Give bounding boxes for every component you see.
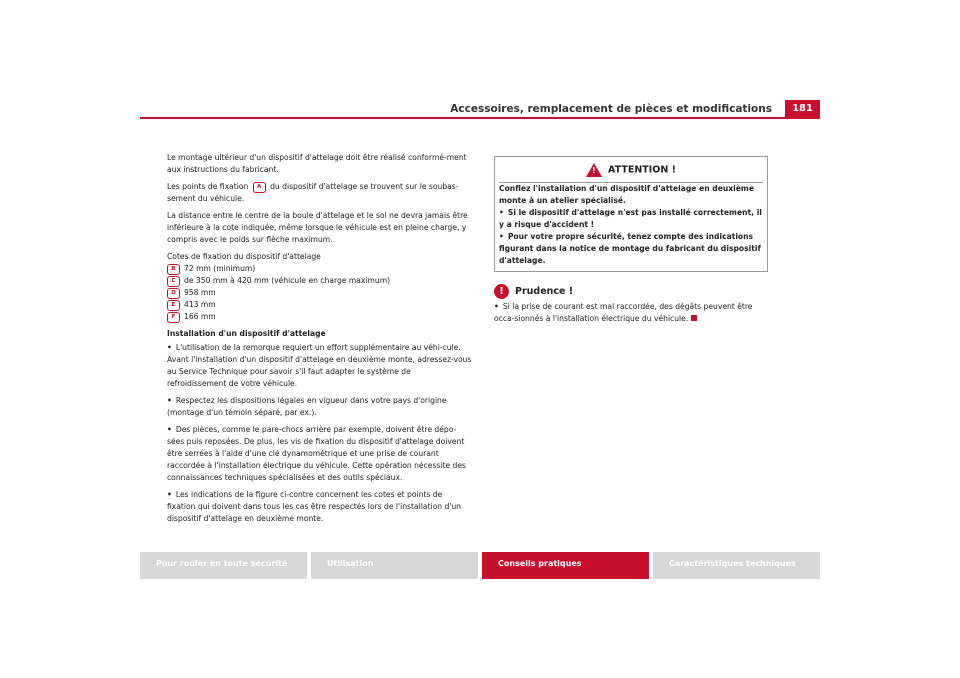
tab-safety[interactable]: Pour rouler en toute sécurité [140, 552, 307, 579]
bullet-icon: • [494, 302, 499, 311]
caution-text [494, 301, 768, 325]
bullet-text: Des pièces, comme le pare-chocs arrière par exemple, doivent être dépo-sées puis reposées. De plus, les vis de fixation du dispositif d'attelage doivent être serrées à l'aide d'une clé dynamométrique et une prise de courant raccordée à l'installation électrique du véhicule. Cette opération nécessite des connaissances techniques spécialisées et des outils spéciaux. [167, 425, 466, 482]
paragraph-distance: La distance entre le centre de la boule d'attelage et le sol ne devra jamais être inférieure à la cote indiquée, même lorsque le véhicule est en pleine charge, y compris avec le poids sur flèche maximum. [167, 211, 468, 244]
tab-technical-specs[interactable]: Caractéristiques techniques [653, 552, 820, 579]
warning-bullet [499, 207, 763, 231]
bullet-text: Respectez les dispositions légales en vigueur dans votre pays d'origine (montage d'un témoin séparé, par ex.). [167, 396, 447, 417]
warning-bullet-text: Si le dispositif d'attelage n'est pas installé correctement, il y a risque d'accident ! [499, 208, 762, 229]
tab-usage[interactable]: Utilisation [311, 552, 478, 579]
callout-tag: D [167, 288, 180, 299]
page-number: 181 [785, 100, 820, 117]
bullet-icon: • [167, 396, 172, 405]
bullet-icon: • [167, 490, 172, 499]
paragraph-fixation [167, 181, 472, 205]
warning-intro: Confiez l'installation d'un dispositif d'attelage en deuxième monte à un atelier spécialisé. [499, 184, 754, 205]
bullet-item [167, 489, 472, 525]
bullet-text: Les indications de la figure ci-contre concernent les cotes et points de fixation qui doivent dans tous les cas être respectés lors de l'installation d'un dispositif d'attelage en deuxième monte. [167, 490, 461, 523]
paragraph-intro: Le montage ultérieur d'un dispositif d'attelage doit être réalisé conformé-ment aux instructions du fabricant. [167, 153, 467, 174]
right-column [494, 156, 768, 325]
spec-item [167, 275, 472, 287]
callout-tag: B [167, 264, 180, 275]
tab-practical-advice[interactable]: Conseils pratiques [482, 552, 649, 579]
fixation-text-after: du dispositif d'attelage se trouvent sur le soubas-sement du véhicule. [167, 182, 459, 203]
caution-title-text: Prudence ! [515, 286, 574, 297]
end-mark-icon [691, 315, 697, 321]
callout-tag: C [167, 276, 180, 287]
caution-text-body: Si la prise de courant est mal raccordée, des dégâts peuvent être occa-sionnés à l'installation électrique du véhicule. [494, 302, 753, 323]
warning-title [499, 163, 763, 177]
spec-item [167, 299, 472, 311]
bullet-icon: • [499, 208, 504, 217]
callout-tag: E [167, 300, 180, 311]
warning-bullet-text: Pour votre propre sécurité, tenez compte des indications figurant dans la notice de montage du fabricant du dispositif d'attelage. [499, 232, 761, 265]
bullet-icon: • [167, 425, 172, 434]
callout-tag: F [167, 312, 180, 323]
spec-value: de 350 mm à 420 mm (véhicule en charge maximum) [184, 276, 391, 285]
warning-triangle-icon [586, 163, 602, 177]
left-column [167, 152, 472, 530]
header-rule [140, 117, 820, 119]
spec-item [167, 287, 472, 299]
page-header-title: Accessoires, remplacement de pièces et modifications [450, 103, 772, 115]
spec-item [167, 263, 472, 275]
spec-value: 958 mm [184, 288, 216, 297]
caution-icon: ! [494, 284, 509, 299]
spec-value: 166 mm [184, 312, 216, 321]
spec-value: 413 mm [184, 300, 216, 309]
spec-value: 72 mm (minimum) [184, 264, 256, 273]
warning-title-text: ATTENTION ! [608, 164, 676, 176]
warning-bullet [499, 231, 763, 267]
paragraph-specs-title: Cotes de fixation du dispositif d'attelage [167, 252, 321, 261]
caution-title [494, 284, 768, 299]
warning-box [494, 156, 768, 272]
footer-navigation [140, 552, 820, 579]
bullet-item [167, 424, 472, 484]
callout-tag-a: A [253, 182, 266, 193]
fixation-text-before: Les points de fixation [167, 182, 249, 191]
spec-item [167, 311, 472, 323]
bullet-item [167, 395, 472, 419]
bullet-icon: • [499, 232, 504, 241]
section-title: Installation d'un dispositif d'attelage [167, 329, 326, 338]
bullet-icon: • [167, 343, 172, 352]
bullet-item [167, 342, 472, 390]
spec-list [167, 263, 472, 323]
bullet-text: L'utilisation de la remorque requiert un effort supplémentaire au véhi-cule. Avant l'installation d'un dispositif d'attelage en deuxième monte, adressez-vous au Service Technique pour savoir s'il faut adapter le système de refroidissement de votre véhicule. [167, 343, 472, 388]
